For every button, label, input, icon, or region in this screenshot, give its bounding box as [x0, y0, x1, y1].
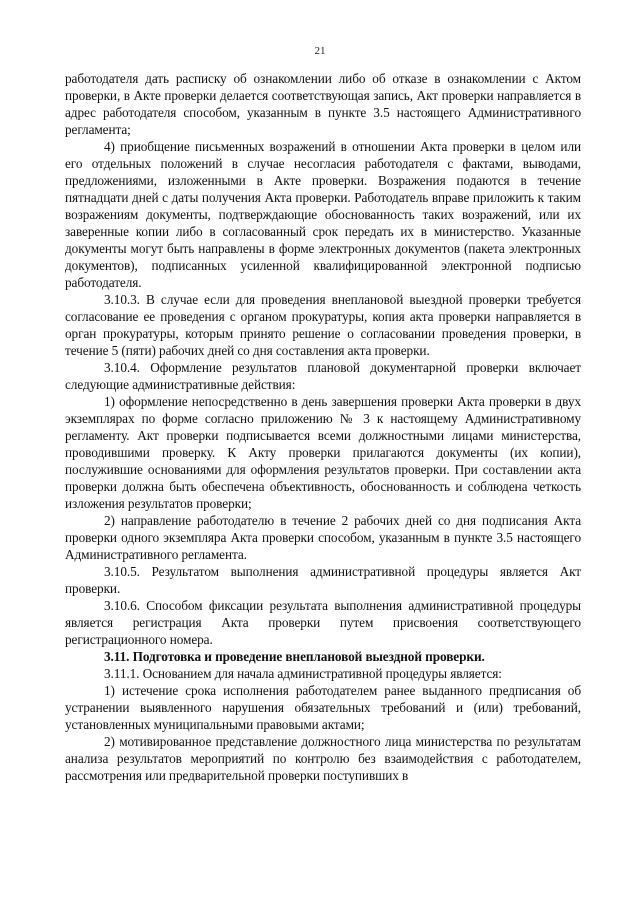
paragraph-3-11-1: 3.11.1. Основанием для начала административной процедуры является: — [104, 666, 502, 681]
paragraph-item-4-objections: 4) приобщение письменных возражений в отношении Акта проверки в целом или его отдельных положений в случае несогласия работодателя с фактами, выводами, предложениями, изложенными в Акте проверки. Возражения подаются в течение пятнадцати дней с даты получения Акта проверки. Работодатель вправе приложить к таким возражениям документы, подтверждающие обоснованность таких возражений, или их заверенные копии либо в согласованный срок передать их в министерство. Указанные документы могут быть направлены в форме электронных документов (пакета электронных документов), подписанных усиленной квалифицированной электронной подписью работодателя. — [65, 139, 581, 290]
paragraph-3-10-5: 3.10.5. Результатом выполнения административной процедуры является Акт проверки. — [65, 564, 581, 596]
paragraph-3-10-4-item-1: 1) оформление непосредственно в день завершения проверки Акта проверки в двух экземплярах по форме согласно приложению № 3 к настоящему Административному регламенту. Акт проверки подписывается всеми должностными лицами министерства, проводившими проверку. К Акту проверки прилагаются документы (их копии), послужившие основаниями для оформления результатов проверки. При составлении акта проверки должна быть обеспечена объективность, обоснованность и соблюдена четкость изложения результатов проверки; — [65, 394, 581, 511]
paragraph-3-10-3: 3.10.3. В случае если для проведения внеплановой выездной проверки требуется согласование ее проведения с органом прокуратуры, копия акта проверки направляется в орган прокуратуры, которым принято решение о согласовании проведения проверки, в течение 5 (пяти) рабочих дней со дня составления акта проверки. — [65, 292, 581, 358]
paragraph-3-11-1-item-1: 1) истечение срока исполнения работодателем ранее выданного предписания об устранении выявленного нарушения обязательных требований и (или) требований, установленных муниципальными правовыми актами; — [65, 683, 581, 732]
paragraph-3-10-4-item-2: 2) направление работодателю в течение 2 рабочих дней со дня подписания Акта проверки одного экземпляра Акта проверки способом, указанным в пункте 3.5 настоящего Административного регламента. — [65, 513, 581, 562]
section-heading-3-11: 3.11. Подготовка и проведение внеплановой выездной проверки. — [104, 649, 485, 664]
paragraph-3-11-1-item-2: 2) мотивированное представление должностного лица министерства по результатам анализа результатов мероприятий по контролю без взаимодействия с работодателем, рассмотрения или предварительной проверки поступивших в — [65, 734, 581, 783]
paragraph-3-10-6: 3.10.6. Способом фиксации результата выполнения административной процедуры является регистрация Акта проверки путем присвоения соответствующего регистрационного номера. — [65, 598, 581, 647]
paragraph-3-10-4: 3.10.4. Оформление результатов плановой документарной проверки включает следующие административные действия: — [65, 360, 581, 392]
page-number: 21 — [314, 45, 326, 57]
paragraph-continuation: работодателя дать расписку об ознакомлении либо об отказе в ознакомлении с Актом проверки, в Акте проверки делается соответствующая запись, Акт проверки направляется в адрес работодателя способом, указанным в пункте 3.5 настоящего Административного регламента; — [65, 71, 581, 137]
document-body — [65, 70, 581, 784]
